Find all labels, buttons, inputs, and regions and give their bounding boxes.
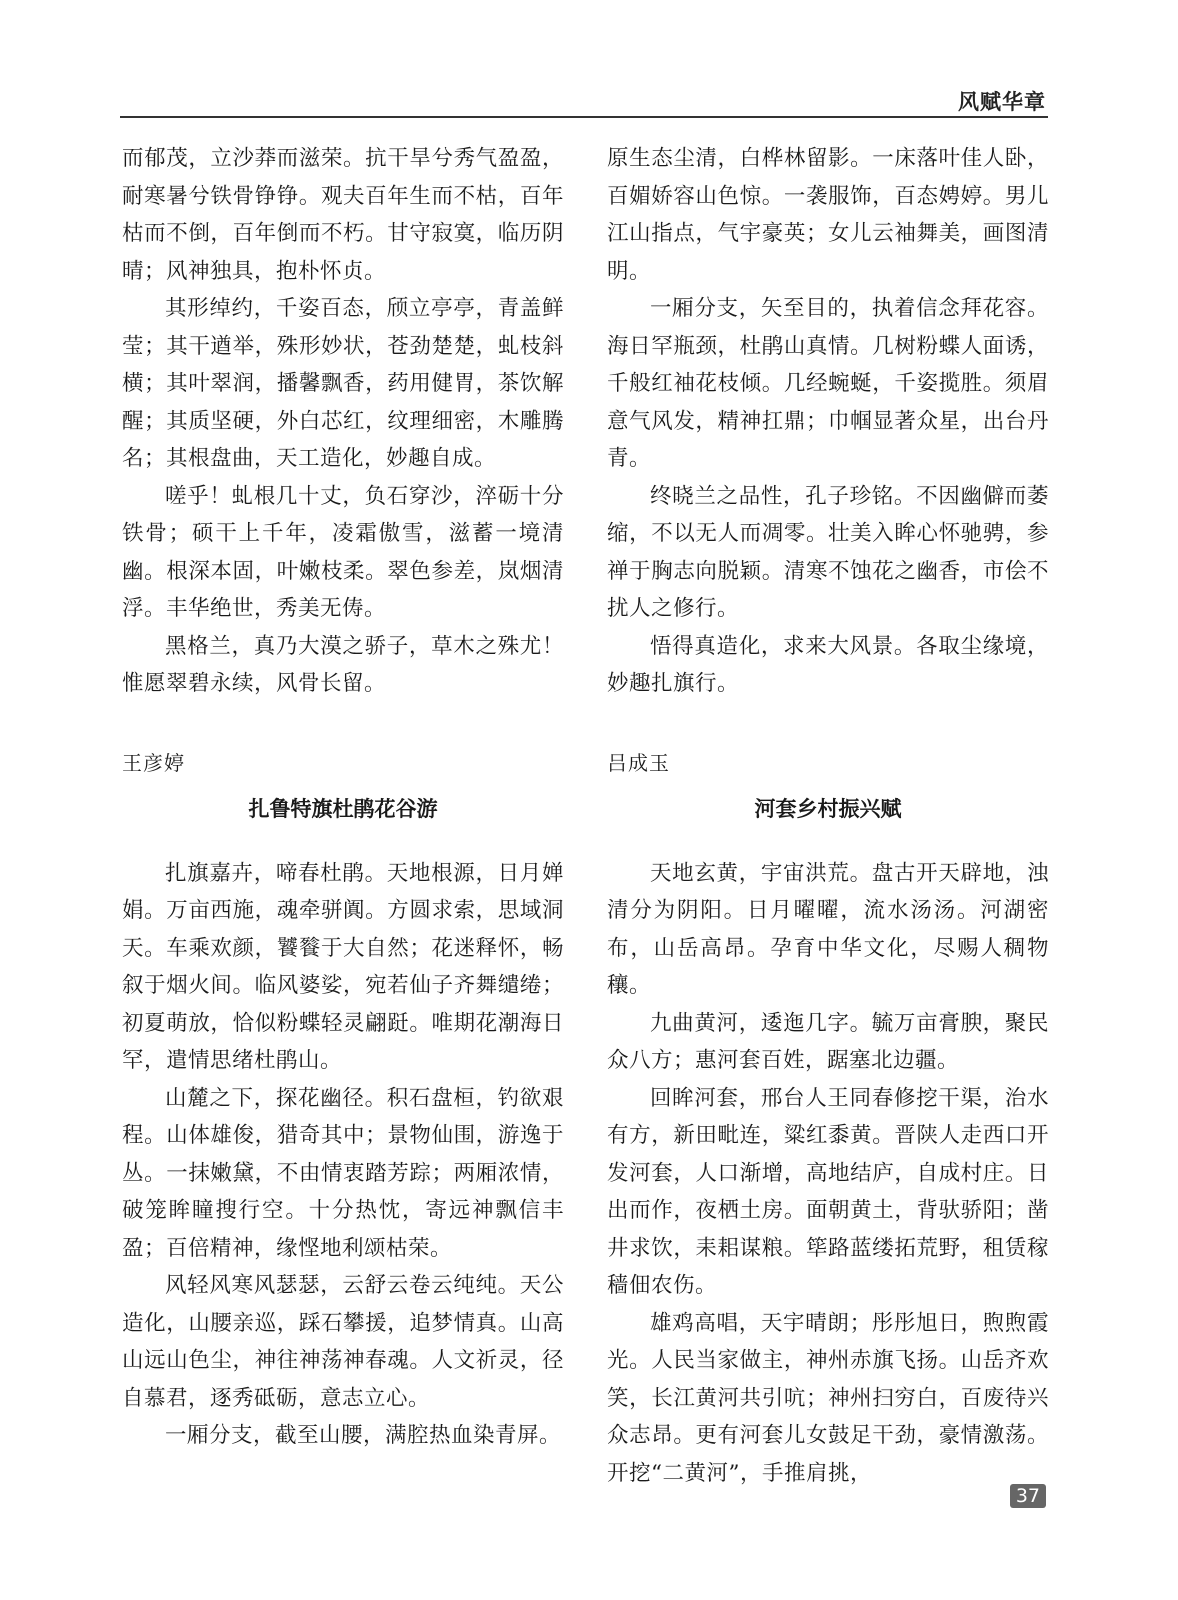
page-number: 37 xyxy=(1010,1484,1046,1508)
paragraph: 一厢分支，截至山腰，满腔热血染青屏。 xyxy=(165,1423,562,1448)
paragraph: 悟得真造化，求来大风景。各取尘缘境，妙趣扎旗行。 xyxy=(607,633,1049,696)
article-title: 扎鲁特旗杜鹃花谷游 xyxy=(248,796,438,821)
paragraph: 黑格兰，真乃大漠之骄子，草木之殊尤！惟愿翠碧永续，风骨长留。 xyxy=(122,633,564,696)
paragraph: 雄鸡高唱，天宇晴朗；彤彤旭日，煦煦霞光。人民当家做主，神州赤旗飞扬。山岳齐欢笑，长江黄河共引吭；神州扫穷白，百废待兴众志昂。更有河套儿女鼓足干劲，豪情激荡。开挖“二黄河”，手推肩挑， xyxy=(607,1310,1049,1486)
article-title: 河套乡村振兴赋 xyxy=(754,796,902,821)
paragraph: 山麓之下，探花幽径。积石盘桓，钓欲艰程。山体雄俊，猎奇其中；景物仙围，游逸于丛。一抹嫩黛，不由情衷踏芳踪；两厢浓情，破笼眸瞳搜行空。十分热忱，寄远神飘信丰盈；百倍精神，缘悭地利颂枯荣。 xyxy=(122,1085,564,1261)
header-rule xyxy=(120,116,1048,118)
section-label: 风赋华章 xyxy=(958,90,1046,114)
paragraph: 原生态尘清，白桦林留影。一床落叶佳人卧，百媚娇容山色惊。一袭服饰，百态娉婷。男儿江山指点，气宇豪英；女儿云袖舞美，画图清明。 xyxy=(607,146,1049,284)
paragraph: 扎旗嘉卉，啼春杜鹃。天地根源，日月婵娟。万亩西施，魂牵骈阗。方圆求索，思域洞天。车乘欢颜，饕餮于大自然；花迷释怀，畅叙于烟火间。临风婆娑，宛若仙子齐舞缱绻；初夏萌放，恰似粉蝶轻灵翩跹。唯期花潮海日罕，遣情思绪杜鹃山。 xyxy=(122,860,564,1073)
paragraph: 回眸河套，邢台人王同春修挖干渠，治水有方，新田毗连，粱红黍黄。晋陕人走西口开发河套，人口渐增，高地结庐，自成村庄。日出而作，夜栖土房。面朝黄土，背驮骄阳；凿井求饮，耒耜谋粮。筚路蓝缕拓荒野，租赁稼穑佃农伤。 xyxy=(607,1085,1049,1298)
paragraph: 天地玄黄，宇宙洪荒。盘古开天辟地，浊清分为阴阳。日月曜曜，流水汤汤。河湖密布，山岳高昂。孕育中华文化，尽赐人稠物穰。 xyxy=(607,860,1049,998)
left-column xyxy=(122,140,564,1455)
paragraph: 风轻风寒风瑟瑟，云舒云卷云纯纯。天公造化，山腰亲巡，踩石攀援，追梦情真。山高山远山色尘，神往神荡神春魂。人文祈灵，径自慕君，逐秀砥砺，意志立心。 xyxy=(122,1273,564,1411)
author-name: 吕成玉 xyxy=(607,750,670,775)
paragraph: 嗟乎！虬根几十丈，负石穿沙，淬砺十分铁骨；硕干上千年，凌霜傲雪，滋蓄一境清幽。根深本固，叶嫩枝柔。翠色参差，岚烟清浮。丰华绝世，秀美无俦。 xyxy=(122,483,564,621)
author-name: 王彦婷 xyxy=(122,750,185,775)
paragraph: 九曲黄河，逶迤几字。毓万亩膏腴，聚民众八方；惠河套百姓，踞塞北边疆。 xyxy=(607,1010,1049,1073)
right-column xyxy=(607,140,1049,1492)
paragraph: 而郁茂，立沙莽而滋荣。抗干旱兮秀气盈盈，耐寒暑兮铁骨铮铮。观夫百年生而不枯，百年枯而不倒，百年倒而不朽。甘守寂寞，临历阴晴；风神独具，抱朴怀贞。 xyxy=(122,146,564,284)
paragraph: 终晓兰之品性，孔子珍铭。不因幽僻而萎缩，不以无人而凋零。壮美入眸心怀驰骋，参禅于胸志向脱颖。清寒不蚀花之幽香，市侩不扰人之修行。 xyxy=(607,483,1049,621)
paragraph: 一厢分支，矢至目的，执着信念拜花容。海日罕瓶颈，杜鹃山真情。几树粉蝶人面诱，千般红袖花枝倾。几经蜿蜒，千姿揽胜。须眉意气风发，精神扛鼎；巾帼显著众星，出台丹青。 xyxy=(607,296,1049,471)
paragraph: 其形绰约，千姿百态，颀立亭亭，青盖鲜莹；其干遒举，殊形妙状，苍劲楚楚，虬枝斜横；其叶翠润，播馨飘香，药用健胃，茶饮解醒；其质坚硬，外白芯红，纹理细密，木雕腾名；其根盘曲，天工造化，妙趣自成。 xyxy=(122,296,564,471)
